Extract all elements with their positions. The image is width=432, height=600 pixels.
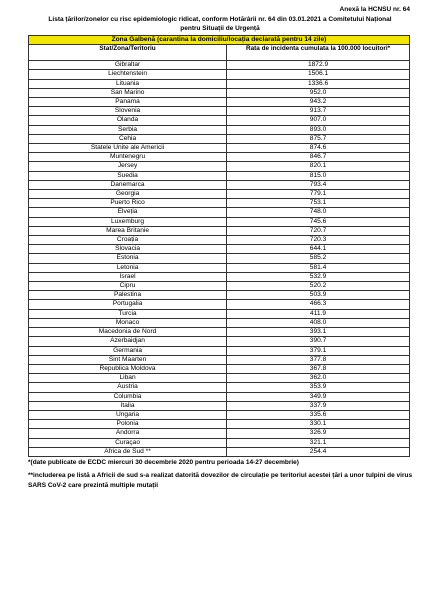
country-cell: Slovenia [29,107,227,116]
rate-cell: 720.7 [227,226,410,235]
rate-cell: 1872.9 [227,61,410,70]
table-row [29,79,410,88]
table-row [29,346,410,355]
rate-cell: 254.4 [227,447,410,456]
rate-cell: 793.4 [227,180,410,189]
table-row [29,309,410,318]
footnote-2: **includerea pe listă a Africii de sud s-a realizat datorită dovezilor de circulație pe teritoriul acestei țări a unor tulpini de virus SARS CoV-2 care prezintă multiple mutații [28,471,413,489]
country-cell: Estonia [29,254,227,263]
column-header-country: Stat/Zona/Teritoriu [29,45,227,61]
country-cell: Republica Moldova [29,364,227,373]
table-header-row [29,45,410,61]
rate-cell: 411.9 [227,309,410,318]
country-cell: Letonia [29,263,227,272]
rate-cell: 720.3 [227,236,410,245]
table-row [29,447,410,456]
heading-line-2: pentru Situații de Urgență [180,25,260,32]
footnote-1: *(date publicate de ECDC miercuri 30 decembrie 2020 pentru perioada 14-27 decembrie) [28,458,299,466]
table-row [29,337,410,346]
rate-cell: 379.1 [227,346,410,355]
table-row [29,410,410,419]
table-row [29,208,410,217]
risk-countries-table [28,35,410,457]
table-row [29,318,410,327]
country-cell: Azerbaidjan [29,337,227,346]
rate-cell: 337.9 [227,401,410,410]
zone-title: Zona Galbenă (carantina la domiciliu/locația declarată pentru 14 zile) [29,36,410,45]
country-cell: Liechtenstein [29,70,227,79]
table-row [29,61,410,70]
rate-cell: 585.2 [227,254,410,263]
rate-cell: 466.3 [227,300,410,309]
rate-cell: 1506.1 [227,70,410,79]
table-row [29,263,410,272]
rate-cell: 943.2 [227,98,410,107]
country-cell: Cipru [29,282,227,291]
table-row [29,328,410,337]
table-row [29,88,410,97]
rate-cell: 503.9 [227,291,410,300]
country-cell: Georgia [29,190,227,199]
rate-cell: 581.4 [227,263,410,272]
country-cell: Ungaria [29,410,227,419]
rate-cell: 390.7 [227,337,410,346]
rate-cell: 820.1 [227,162,410,171]
table-row [29,171,410,180]
country-cell: Andorra [29,429,227,438]
country-cell: Austria [29,383,227,392]
table-row [29,254,410,263]
rate-cell: 321.1 [227,438,410,447]
rate-cell: 748.0 [227,208,410,217]
table-row [29,236,410,245]
country-cell: Danemarca [29,180,227,189]
table-row [29,420,410,429]
table-row [29,429,410,438]
annex-label: Anexă la HCNSU nr. 64 [339,6,410,13]
country-cell: Jersey [29,162,227,171]
rate-cell: 952.0 [227,88,410,97]
country-cell: Lituania [29,79,227,88]
country-cell: Portugalia [29,300,227,309]
table-row [29,374,410,383]
table-row [29,180,410,189]
zone-title-row [29,36,410,45]
table-row [29,125,410,134]
table-row [29,364,410,373]
country-cell: Israel [29,272,227,281]
country-cell: Polonia [29,420,227,429]
rate-cell: 377.8 [227,355,410,364]
table-row [29,190,410,199]
rate-cell: 335.6 [227,410,410,419]
country-cell: Palestina [29,291,227,300]
table-row [29,144,410,153]
country-cell: Africa de Sud ** [29,447,227,456]
rate-cell: 326.9 [227,429,410,438]
country-cell: Olanda [29,116,227,125]
country-cell: Muntenegru [29,153,227,162]
country-cell: Slovacia [29,245,227,254]
rate-cell: 913.7 [227,107,410,116]
rate-cell: 875.7 [227,134,410,143]
table-row [29,226,410,235]
country-cell: Curaçao [29,438,227,447]
country-cell: Turcia [29,309,227,318]
country-cell: Serbia [29,125,227,134]
rate-cell: 893.0 [227,125,410,134]
column-header-rate: Rata de incidenta cumulata la 100.000 locuitori* [227,45,410,61]
rate-cell: 644.1 [227,245,410,254]
document-heading [28,15,412,33]
country-cell: Elveția [29,208,227,217]
rate-cell: 1336.6 [227,79,410,88]
country-cell: Cehia [29,134,227,143]
rate-cell: 408.0 [227,318,410,327]
country-cell: Gibraltar [29,61,227,70]
country-cell: Macedonia de Nord [29,328,227,337]
rate-cell: 532.9 [227,272,410,281]
country-cell: Monaco [29,318,227,327]
table-row [29,162,410,171]
country-cell: Columbia [29,392,227,401]
country-cell: Suedia [29,171,227,180]
rate-cell: 367.8 [227,364,410,373]
rate-cell: 330.1 [227,420,410,429]
table-row [29,392,410,401]
rate-cell: 846.7 [227,153,410,162]
rate-cell: 745.6 [227,217,410,226]
table-row [29,116,410,125]
rate-cell: 815.0 [227,171,410,180]
rate-cell: 753.1 [227,199,410,208]
table-row [29,282,410,291]
country-cell: Marea Britanie [29,226,227,235]
table-row [29,98,410,107]
table-row [29,217,410,226]
table-row [29,383,410,392]
rate-cell: 779.1 [227,190,410,199]
rate-cell: 520.2 [227,282,410,291]
table-row [29,199,410,208]
rate-cell: 353.9 [227,383,410,392]
country-cell: Panama [29,98,227,107]
heading-line-1: Lista țărilor/zonelor cu risc epidemiologic ridicat, conform Hotărârii nr. 64 din 03.01.2021 a Comitetului Național [48,16,392,23]
table-row [29,401,410,410]
rate-cell: 907.0 [227,116,410,125]
country-cell: Liban [29,374,227,383]
country-cell: San Marino [29,88,227,97]
table-row [29,245,410,254]
table-row [29,291,410,300]
country-cell: Puerto Rico [29,199,227,208]
country-cell: Italia [29,401,227,410]
table-row [29,107,410,116]
country-cell: Germania [29,346,227,355]
rate-cell: 874.6 [227,144,410,153]
table-row [29,272,410,281]
rate-cell: 393.1 [227,328,410,337]
table-row [29,153,410,162]
rate-cell: 362.0 [227,374,410,383]
table-row [29,438,410,447]
table-row [29,70,410,79]
country-cell: Luxemburg [29,217,227,226]
table-row [29,355,410,364]
footnotes [28,458,418,491]
table-row [29,134,410,143]
table-row [29,300,410,309]
rate-cell: 349.9 [227,392,410,401]
country-cell: Sint Maarten [29,355,227,364]
country-cell: Statele Unite ale Americii [29,144,227,153]
country-cell: Croația [29,236,227,245]
